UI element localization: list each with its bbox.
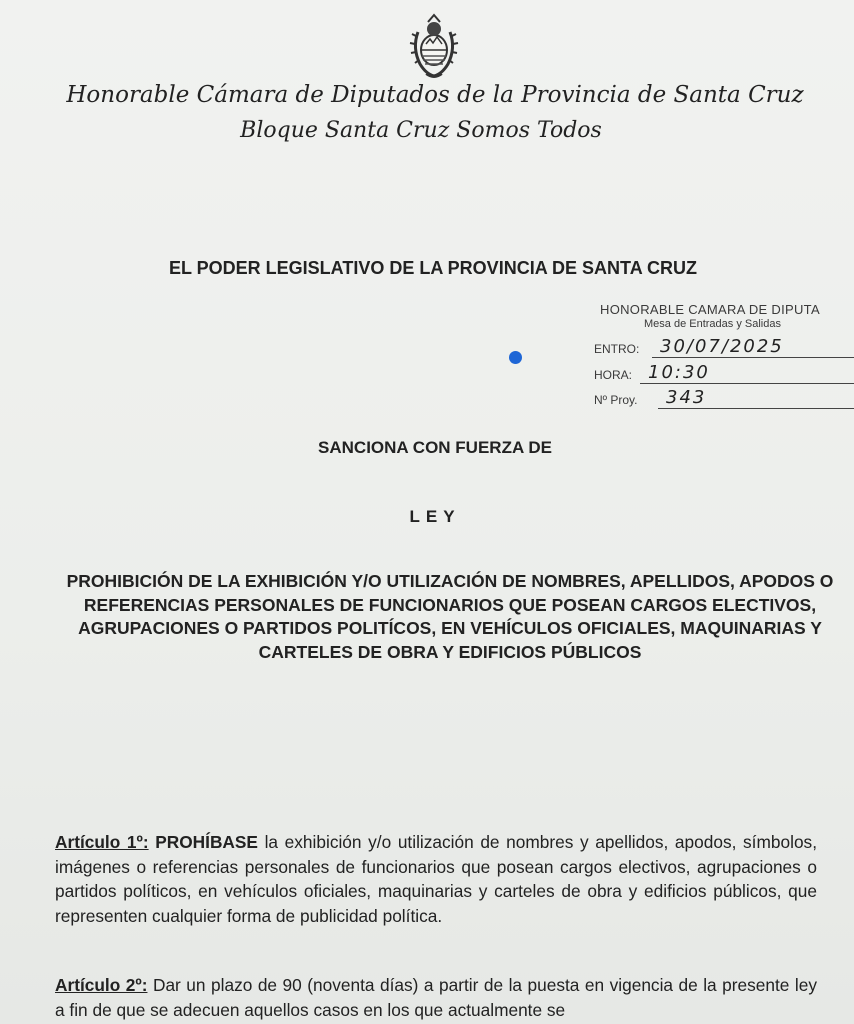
sanciona-heading: SANCIONA CON FUERZA DE: [318, 438, 552, 457]
law-title: PROHIBICIÓN DE LA EXHIBICIÓN Y/O UTILIZACIÓN DE NOMBRES, APELLIDOS, APODOS O REFERENCIAS PERSONALES DE FUNCIONARIOS QUE POSEAN CARGOS ELECTIVOS, AGRUPACIONES O PARTIDOS POLITÍCOS, EN VEHÍCULOS OFICIALES, MAQUINARIAS Y CARTELES DE OBRA Y EDIFICIOS PÚBLICOS: [66, 571, 834, 662]
stamp-title: HONORABLE CAMARA DE DIPUTA: [600, 302, 820, 317]
article-1-keyword: PROHÍBASE: [155, 832, 258, 852]
stamp-time-value: 10:30: [640, 362, 854, 384]
reception-stamp: [590, 296, 854, 411]
article-1-label: Artículo 1º:: [55, 832, 149, 852]
stamp-time-label: HORA:: [594, 368, 633, 382]
blue-dot-marker: [509, 351, 522, 364]
stamp-subtitle: Mesa de Entradas y Salidas: [644, 318, 781, 330]
article-2-label: Artículo 2º:: [55, 975, 148, 995]
article-1-text: la exhibición y/o utilización de nombres y apellidos, apodos, símbolos, imágenes o referencias personales de funcionarios que posean cargos electivos, agrupaciones o partidos políticos, en vehículos oficiales, maquinarias y carteles de obra y edificios públicos, que representen cualquier forma de publicidad política.: [55, 832, 817, 927]
provincial-coat-of-arms: [404, 12, 464, 82]
stamp-entry-row: [594, 336, 784, 357]
legislative-power-heading: EL PODER LEGISLATIVO DE LA PROVINCIA DE SANTA CRUZ: [168, 258, 698, 278]
article-2: [55, 973, 817, 1022]
stamp-project-label: Nº Proy.: [594, 393, 638, 407]
stamp-entry-label: ENTRO:: [594, 342, 640, 356]
stamp-project-row: [594, 387, 707, 408]
header-bloc-name: Bloque Santa Cruz Somos Todos: [240, 118, 602, 143]
header-chamber-name: Honorable Cámara de Diputados de la Provincia de Santa Cruz: [66, 82, 804, 108]
stamp-project-number: 343: [658, 387, 854, 409]
article-2-text: Dar un plazo de 90 (noventa días) a partir de la puesta en vigencia de la presente ley a fin de que se adecuen aquellos casos en los que actualmente se: [55, 975, 817, 1020]
stamp-entry-date: 30/07/2025: [652, 336, 854, 358]
article-1: [55, 830, 817, 929]
stamp-time-row: [594, 362, 710, 383]
ley-heading: LEY: [409, 507, 461, 526]
